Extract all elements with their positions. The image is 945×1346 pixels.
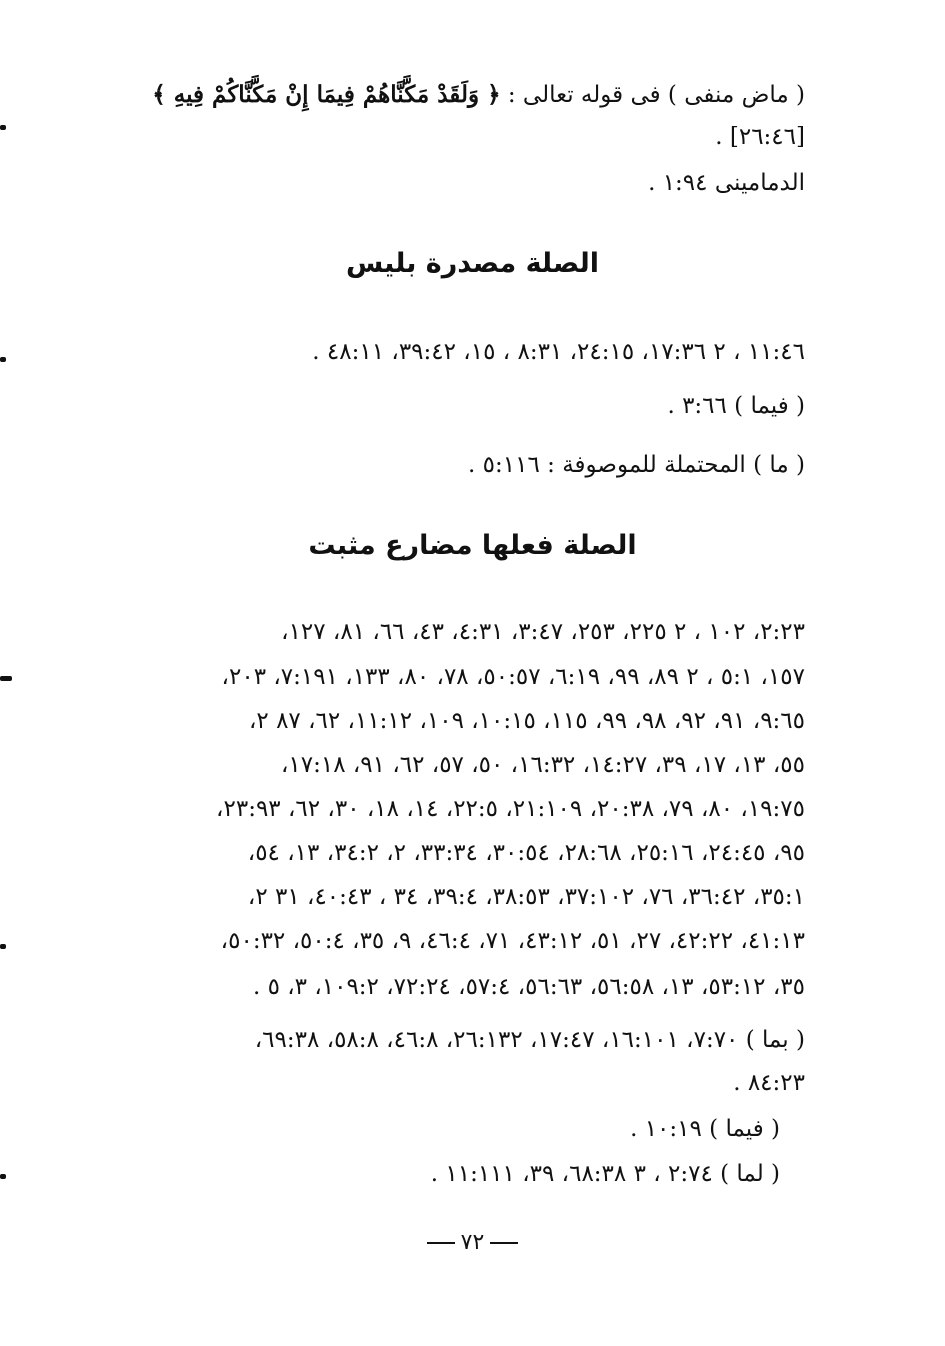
- scan-edge-mark: [0, 125, 6, 130]
- section-heading-laysa: الصلة مصدرة بليس: [346, 248, 599, 279]
- intro-prefix: ( ماض منفى ) فى قوله تعالى :: [507, 82, 805, 108]
- reference-line: ٩٥، ٢٤:٤٥، ٢٥:١٦، ٢٨:٦٨، ٣٠:٥٤، ٣٣:٣٤، ٢، ٣٤:٢، ١٣، ٥٤،: [247, 840, 805, 866]
- quran-verse: ﴿ وَلَقَدْ مَكَّنَّاهُمْ فِيمَا إِنْ مَكَّنَّاكُمْ فِيهِ ﴾: [152, 81, 501, 108]
- reference-line: ٣٥:١، ٣٦:٤٢، ٧٦، ٣٧:١٠٢، ٣٨:٥٣، ٣٩:٤، ٣٤ ، ٤٠:٤٣، ٣١ ٢،: [247, 884, 805, 910]
- fima-references-2: ( فيما ) ١٠:١٩ .: [630, 1116, 780, 1142]
- scan-edge-mark: [0, 676, 12, 681]
- bima-references: ( بما ) ٧:٧٠، ١٦:١٠١، ١٧:٤٧، ٢٦:١٣٢، ٤٦:٨، ٥٨:٨، ٦٩:٣٨،: [254, 1027, 805, 1053]
- reference-line: ١٩:٧٥، ٨٠، ٧٩، ٢٠:٣٨، ٢١:١٠٩، ٢٢:٥، ١٤، ١٨، ٣٠، ٦٢، ٢٣:٩٣،: [216, 796, 805, 822]
- damamini-reference: الدمامينى ١:٩٤ .: [648, 170, 805, 196]
- reference-line: ٥٥، ١٣، ١٧، ٣٩، ١٤:٢٧، ١٦:٣٢، ٥٠، ٥٧، ٦٢، ٩١، ١٧:١٨،: [280, 752, 805, 778]
- lima-references: ( لما ) ٢:٧٤ ، ٣ ٦٨:٣٨، ٣٩، ١١:١١١ .: [430, 1161, 780, 1187]
- intro-line: [152, 80, 805, 110]
- page-number-text: ٧٢: [460, 1230, 485, 1255]
- laysa-references: ١١:٤٦ ، ٢ ١٧:٣٦، ٢٤:١٥، ٨:٣١ ، ١٥، ٣٩:٤٢، ٤٨:١١ .: [312, 339, 805, 365]
- dash-decoration: [427, 1242, 455, 1244]
- fima-references: ( فيما ) ٣:٦٦ .: [667, 393, 805, 419]
- scan-edge-mark: [0, 1174, 6, 1179]
- scan-edge-mark: [0, 944, 6, 949]
- reference-line: ٩:٦٥، ٩١، ٩٢، ٩٨، ٩٩، ١١٥، ١٠:١٥، ١٠٩، ١١:١٢، ٦٢، ٨٧ ٢،: [248, 708, 805, 734]
- reference-line: ١٥٧، ٥:١ ، ٢ ٨٩، ٩٩، ٦:١٩، ٥٠:٥٧، ٧٨، ٨٠، ١٣٣، ٧:١٩١، ٢٠٣،: [221, 664, 805, 690]
- bima-references-cont: ٨٤:٢٣ .: [733, 1070, 805, 1096]
- page-number: [0, 1230, 945, 1255]
- dash-decoration: [490, 1242, 518, 1244]
- reference-line: ٤١:١٣، ٤٢:٢٢، ٢٧، ٥١، ٤٣:١٢، ٧١، ٤٦:٤، ٩، ٣٥، ٥٠:٤، ٥٠:٣٢،: [220, 928, 805, 954]
- scan-edge-mark: [0, 357, 6, 362]
- verse-reference: [٢٦:٤٦] .: [715, 124, 805, 150]
- ma-references: ( ما ) المحتملة للموصوفة : ٥:١١٦ .: [468, 452, 805, 478]
- reference-line: ٢:٢٣، ١٠٢ ، ٢ ٢٢٥، ٢٥٣، ٣:٤٧، ٤:٣١، ٤٣، ٦٦، ٨١، ١٢٧،: [281, 619, 805, 645]
- section-heading-mudari: الصلة فعلها مضارع مثبت: [308, 530, 637, 561]
- reference-line: ٣٥، ٥٣:١٢، ١٣، ٥٦:٥٨، ٥٦:٦٣، ٥٧:٤، ٧٢:٢٤، ١٠٩:٢، ٣، ٥ .: [252, 974, 805, 1000]
